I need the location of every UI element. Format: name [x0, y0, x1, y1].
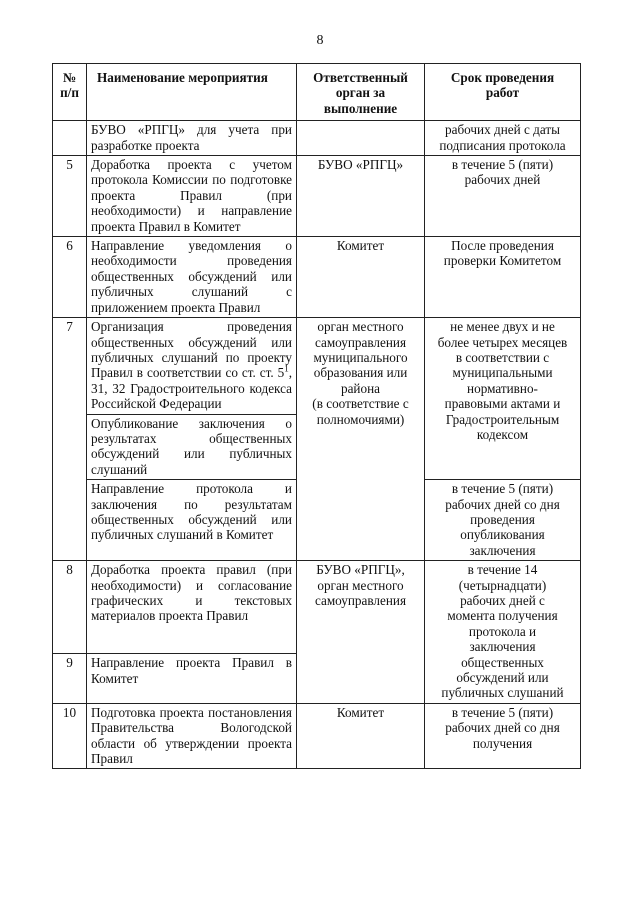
header-num: № п/п [53, 64, 87, 121]
activity-cell: Доработка проекта правил (при необходимости) и согласование графических и текстовых материалов проекта Правил [87, 561, 297, 654]
row-number: 5 [53, 156, 87, 237]
table-row-8 [53, 561, 581, 654]
header-activity: Наименование мероприятия [87, 64, 297, 121]
responsible-cell: БУВО «РПГЦ» [297, 156, 425, 237]
term-cell: После проведения проверки Комитетом [425, 237, 581, 318]
table-row-continued [53, 121, 581, 156]
table-row-5 [53, 156, 581, 237]
term-cell: рабочих дней с даты подписания протокола [425, 121, 581, 156]
row-number: 7 [53, 318, 87, 561]
term-cell: не менее двух и не более четырех месяцев в соответствии с муниципальными нормативно- правовыми актами и Градостроительным кодексом [425, 318, 581, 480]
row-number: 9 [53, 654, 87, 703]
responsible-cell: орган местного самоуправления муниципального образования или района (в соответствие с полномочиями) [297, 318, 425, 561]
table-row-7a [53, 318, 581, 414]
activity-cell: Подготовка проекта постановления Правительства Вологодской области об утверждении проекта Правил [87, 703, 297, 769]
header-responsible: Ответственный орган за выполнение [297, 64, 425, 121]
activity-cell: Опубликование заключения о результатах общественных обсуждений или публичных слушаний [87, 414, 297, 480]
page-number: 8 [316, 33, 324, 48]
table-row-6 [53, 237, 581, 318]
table-row-10 [53, 703, 581, 769]
term-cell: в течение 5 (пяти) рабочих дней со дня проведения опубликования заключения [425, 480, 581, 561]
table-header-row [53, 64, 581, 121]
row-number: 10 [53, 703, 87, 769]
activity-cell: Направление проекта Правил в Комитет [87, 654, 297, 703]
activity-cell: Направление протокола и заключения по результатам общественных обсуждений или публичных слушаний в Комитет [87, 480, 297, 561]
term-cell: в течение 14 (четырнадцати) рабочих дней с момента получения протокола и заключения общественных обсуждений или публичных слушаний [425, 561, 581, 704]
activity-cell: БУВО «РПГЦ» для учета при разработке проекта [87, 121, 297, 156]
schedule-table [52, 63, 581, 769]
row-number: 8 [53, 561, 87, 654]
activity-cell: Организация проведения общественных обсуждений или публичных слушаний по проекту Правил в соответствии со ст. ст. $5^1$, 31, 32 Градостроительного кодекса Российской Федерации [87, 318, 297, 414]
responsible-cell: Комитет [297, 703, 425, 769]
row-number: 6 [53, 237, 87, 318]
activity-cell: Доработка проекта с учетом протокола Комиссии по подготовке проекта Правил (при необходимости) и направление проекта Правил в Комитет [87, 156, 297, 237]
responsible-cell: БУВО «РПГЦ», орган местного самоуправления [297, 561, 425, 704]
term-cell: в течение 5 (пяти) рабочих дней со дня получения [425, 703, 581, 769]
header-term: Срок проведения работ [425, 64, 581, 121]
activity-cell: Направление уведомления о необходимости проведения общественных обсуждений или публичных слушаний с приложением проекта Правил [87, 237, 297, 318]
term-cell: в течение 5 (пяти) рабочих дней [425, 156, 581, 237]
responsible-cell: Комитет [297, 237, 425, 318]
